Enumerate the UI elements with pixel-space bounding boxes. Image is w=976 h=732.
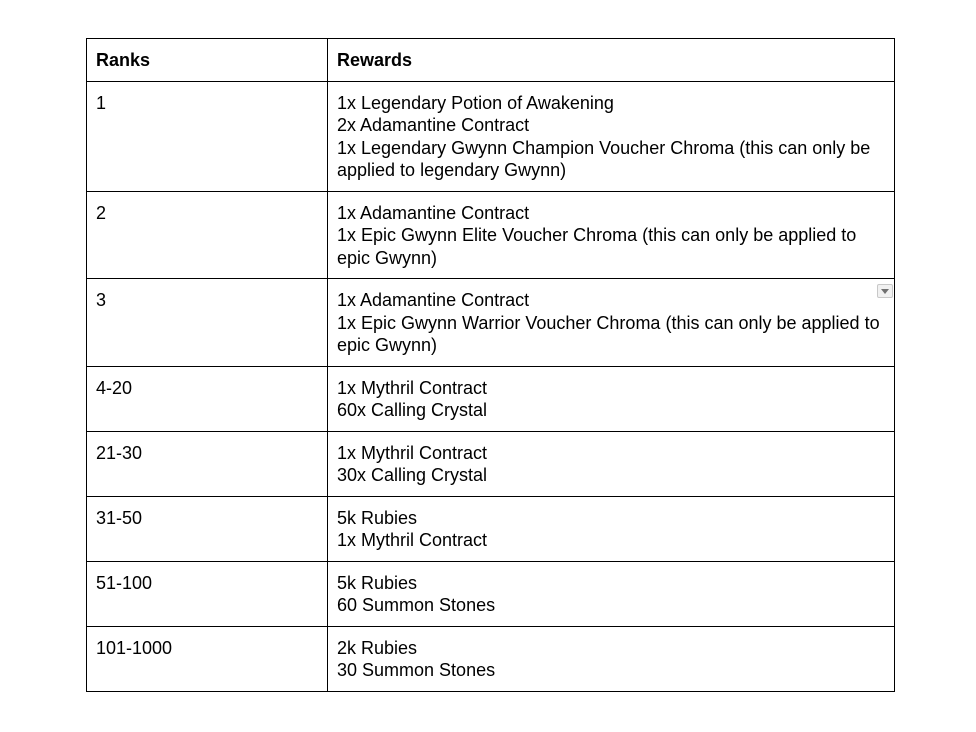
rewards-cell bbox=[328, 81, 895, 191]
reward-item: 60x Calling Crystal bbox=[337, 400, 488, 420]
reward-item: 30 Summon Stones bbox=[337, 660, 496, 680]
rank-cell: 51-100 bbox=[87, 561, 328, 626]
reward-item: 2x Adamantine Contract bbox=[337, 115, 530, 135]
table-row bbox=[87, 81, 895, 191]
reward-item: 1x Legendary Gwynn Champion Voucher Chroma (this can only be applied to legendary Gwynn) bbox=[337, 137, 871, 180]
reward-item: 60 Summon Stones bbox=[337, 595, 496, 615]
rank-cell: 31-50 bbox=[87, 496, 328, 561]
table-row bbox=[87, 626, 895, 691]
table-row bbox=[87, 561, 895, 626]
rewards-cell bbox=[328, 496, 895, 561]
rank-cell: 4-20 bbox=[87, 366, 328, 431]
rank-cell: 1 bbox=[87, 81, 328, 191]
reward-item: 1x Adamantine Contract bbox=[337, 202, 530, 223]
header-row bbox=[87, 39, 895, 82]
rewards-header: Rewards bbox=[328, 39, 895, 82]
table-row bbox=[87, 496, 895, 561]
rewards-table bbox=[86, 38, 895, 692]
reward-item: 1x Legendary Potion of Awakening bbox=[337, 92, 614, 113]
reward-item: 30x Calling Crystal bbox=[337, 465, 488, 485]
ranks-header: Ranks bbox=[87, 39, 328, 82]
chevron-down-icon[interactable] bbox=[877, 284, 893, 298]
reward-item: 1x Mythril Contract bbox=[337, 442, 488, 463]
rank-cell: 21-30 bbox=[87, 431, 328, 496]
rewards-cell bbox=[328, 431, 895, 496]
reward-item: 5k Rubies bbox=[337, 507, 418, 528]
rewards-cell bbox=[328, 279, 895, 367]
rank-cell: 101-1000 bbox=[87, 626, 328, 691]
rewards-cell bbox=[328, 191, 895, 279]
table-row bbox=[87, 366, 895, 431]
table-row bbox=[87, 191, 895, 279]
rank-cell: 2 bbox=[87, 191, 328, 279]
reward-item: 1x Adamantine Contract bbox=[337, 290, 530, 310]
rewards-cell bbox=[328, 561, 895, 626]
rank-cell: 3 bbox=[87, 279, 328, 367]
rewards-cell bbox=[328, 366, 895, 431]
reward-item: 2k Rubies bbox=[337, 637, 418, 658]
reward-item: 1x Mythril Contract bbox=[337, 377, 488, 398]
reward-item: 1x Epic Gwynn Warrior Voucher Chroma (this can only be applied to epic Gwynn) bbox=[337, 312, 880, 355]
reward-item: 1x Mythril Contract bbox=[337, 530, 488, 550]
reward-item: 5k Rubies bbox=[337, 572, 418, 593]
table-row bbox=[87, 279, 895, 367]
reward-item: 1x Epic Gwynn Elite Voucher Chroma (this can only be applied to epic Gwynn) bbox=[337, 225, 857, 268]
table-row bbox=[87, 431, 895, 496]
rewards-cell bbox=[328, 626, 895, 691]
